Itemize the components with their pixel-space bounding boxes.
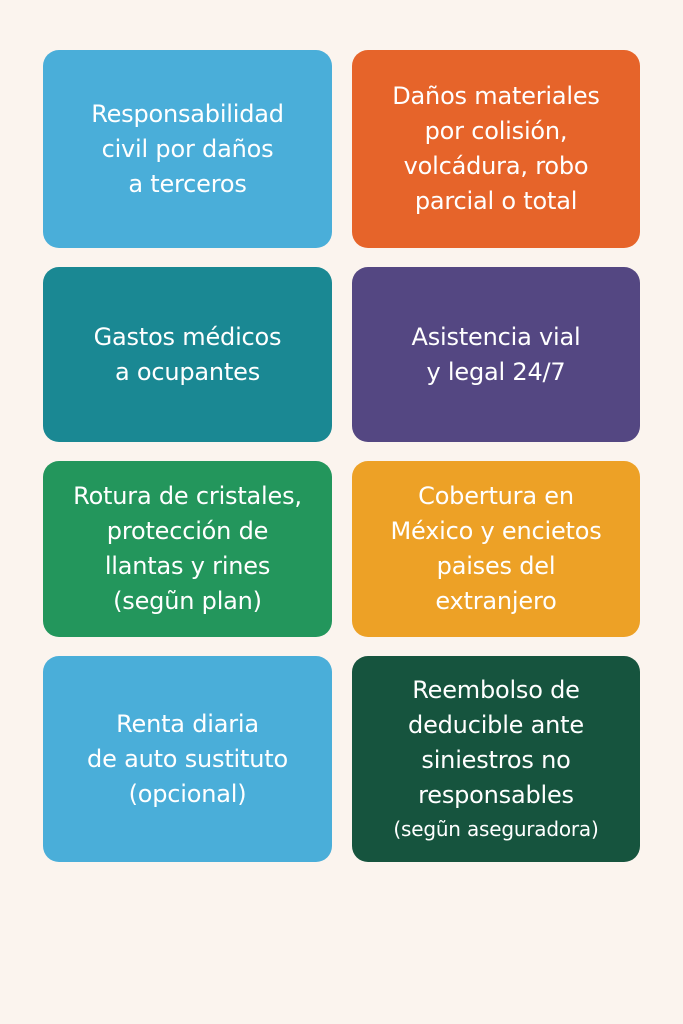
card-text-line: extranjero <box>435 587 557 615</box>
card-text-line: México y encietos <box>390 517 602 545</box>
coverage-card-medical-expenses <box>43 267 332 442</box>
card-text-line: paises del <box>436 552 556 580</box>
card-text-line: Renta diaria <box>116 709 259 738</box>
card-text-line: (opcional) <box>128 779 247 808</box>
card-text-line: (segũn plan) <box>113 587 262 615</box>
card-text-line: deducible ante <box>408 711 584 739</box>
card-text-line: a terceros <box>128 169 247 198</box>
card-text-line: de auto sustituto <box>87 744 288 773</box>
card-text-line: siniestros no <box>421 746 571 774</box>
coverage-card-road-assistance <box>352 267 640 442</box>
card-text-line: Rotura de cristales, <box>73 482 302 510</box>
card-text-line: llantas y rines <box>104 552 271 580</box>
coverage-card-glass-breakage <box>43 461 332 637</box>
card-text-line: Gastos médicos <box>93 322 282 351</box>
coverage-card-civil-liability <box>43 50 332 248</box>
card-text-line: a ocupantes <box>114 357 261 386</box>
card-text-line: y legal 24/7 <box>426 357 566 386</box>
card-text-line: responsables <box>418 781 574 809</box>
card-text-line: por colisión, <box>424 117 568 145</box>
card-text-line: parcial o total <box>414 187 578 215</box>
card-text-line: (segũn aseguradora) <box>393 817 599 841</box>
coverage-card-deductible-refund <box>352 656 640 862</box>
card-text-line: Cobertura en <box>418 482 574 510</box>
card-text-line: civil por daños <box>101 134 274 163</box>
card-text-line: Responsabilidad <box>91 99 284 128</box>
card-text-line: volcádura, robo <box>403 152 589 180</box>
coverage-card-rental-car <box>43 656 332 862</box>
card-text-line: Daños materiales <box>392 82 600 110</box>
card-text-line: protección de <box>106 517 269 545</box>
card-text-line: Reembolso de <box>412 676 580 704</box>
coverage-card-international <box>352 461 640 637</box>
card-text-line: Asistencia vial <box>411 322 581 351</box>
coverage-card-material-damage <box>352 50 640 248</box>
